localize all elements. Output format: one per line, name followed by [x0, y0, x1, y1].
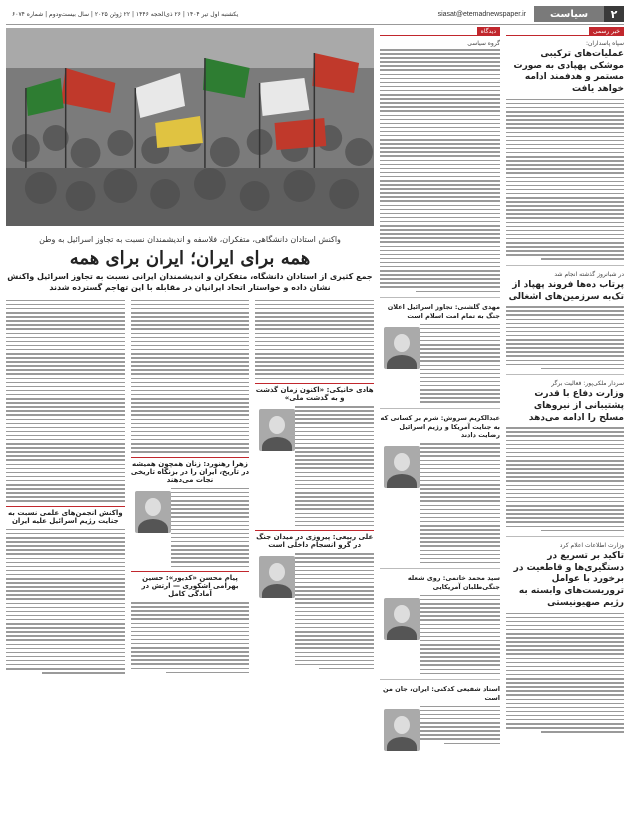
portrait-photo — [384, 709, 420, 751]
portrait-photo — [135, 491, 171, 533]
article2-headline: پرتاب ده‌ها فروند پهپاد از تک‌به سرزمین‌های اشغالی — [508, 279, 624, 302]
article3-body — [506, 427, 624, 531]
tag-viewpoint: دیدگاه — [477, 27, 500, 36]
main-subtitle: جمع کثیری از استادان دانشگاه، متفکران و اندیشمندان ایرانی نسبت به تجاوز اسرائیل واکنش نشان داده و خواستار اتحاد ایرانیان در مقابله با این تهاجم گسترده شدند — [7, 272, 373, 292]
article3-kicker: سردار ملکی‌پور: فعالیت برگر — [551, 380, 624, 388]
header-rule — [6, 24, 624, 25]
portrait-photo — [259, 409, 295, 451]
article-body — [506, 99, 624, 260]
subhead-kadivar: پیام محسن «کدیور»: حسین بهرامی اشکوری — ارتش در آمادگی کامل — [131, 571, 250, 598]
mid-body — [380, 49, 500, 292]
dateline: یکشنبه اول تیر ۱۴۰۴ | ۲۶ ذی‌الحجه ۱۴۴۶ | ۲۲ ژوئن ۲۰۲۵ | سال بیست‌ودوم | شماره ۶۰۷۴ — [12, 10, 239, 18]
article-headline: عملیات‌های ترکیبی موشکی پهپادی به صورت مستمر و هدفمند ادامه خواهد یافت — [513, 49, 624, 95]
page-number: ۲ — [604, 6, 624, 22]
portrait-photo — [259, 556, 295, 598]
author: گروه سیاسی — [467, 40, 500, 47]
article2-body — [506, 306, 624, 369]
quote-soroush: عبدالکریم سروش: شرم بر کسانی که به جنایت آمریکا و رژیم اسرائیل رضایت دادند — [380, 413, 500, 440]
quote1-body — [420, 324, 500, 403]
main-headline: همه برای ایران؛ ایران برای همه — [69, 248, 311, 270]
subhead-rahnavard: زهرا رهنورد: زنان همچون همیشه در تاریخ، ایران را در بزنگاه تاریخی نجات می‌دهند — [131, 457, 250, 484]
article-kicker: سپاه پاسداران: — [585, 40, 624, 47]
quote2-body — [420, 443, 500, 563]
portrait-photo — [384, 327, 420, 369]
portrait-photo — [384, 446, 420, 488]
main-body — [6, 300, 374, 740]
article4-headline: تاکید بر تسریع در دستگیری‌ها و قاطعیت در برخورد با عوامل تروریست‌های وابسته به رژیم صهیونیستی — [513, 551, 624, 608]
quote-kadkani: استاد شفیعی کدکنی: ایران، جان من است — [383, 685, 500, 702]
quote4-body — [420, 706, 500, 744]
article4-kicker: وزارت اطلاعات اعلام کرد — [559, 542, 624, 550]
rally-photo — [6, 28, 374, 226]
section-label: سیاست — [534, 6, 604, 22]
main-col-1 — [255, 300, 374, 740]
article2-kicker: در شبانروز گذشته انجام شد — [554, 270, 624, 278]
quote-golshani: مهدی گلشنی: تجاوز اسرائیل اعلان جنگ به تمام امت اسلام است — [387, 303, 500, 320]
tag-official-news: خبر رسمی — [589, 27, 624, 36]
page-header — [6, 6, 624, 22]
middle-column — [380, 28, 500, 814]
article4-body — [506, 613, 624, 733]
portrait-photo — [384, 598, 420, 640]
right-column — [506, 28, 624, 814]
subhead-khaniki: هادی خانیکی: «اکنون زمان گذشت و به گذشت ملی» — [255, 383, 374, 402]
main-col-2 — [131, 300, 250, 740]
main-story — [6, 28, 374, 814]
quote3-body — [420, 595, 500, 674]
subhead-rabiei: علی ربیعی: پیروزی در میدان جنگ در گرو انسجام داخلی است — [255, 530, 374, 549]
main-kicker: واکنش استادان دانشگاهی، متفکران، فلاسفه و اندیشمندان نسبت به تجاوز اسرائیل به وطن — [39, 235, 341, 244]
site-email: siasat@etemadnewspaper.ir — [437, 10, 526, 18]
subhead-associations: واکنش انجمن‌های علمی نسبت به جنایت رژیم اسرائیل علیه ایران — [6, 506, 125, 525]
article3-headline: وزارت دفاع با قدرت پشتیبانی از نیروهای مسلح را ادامه می‌دهد — [528, 389, 624, 423]
main-col-3 — [6, 300, 125, 740]
quote-khatami: سید محمد خاتمی: روی شعله جنگی‌طلبان آمریکایی — [407, 574, 500, 592]
